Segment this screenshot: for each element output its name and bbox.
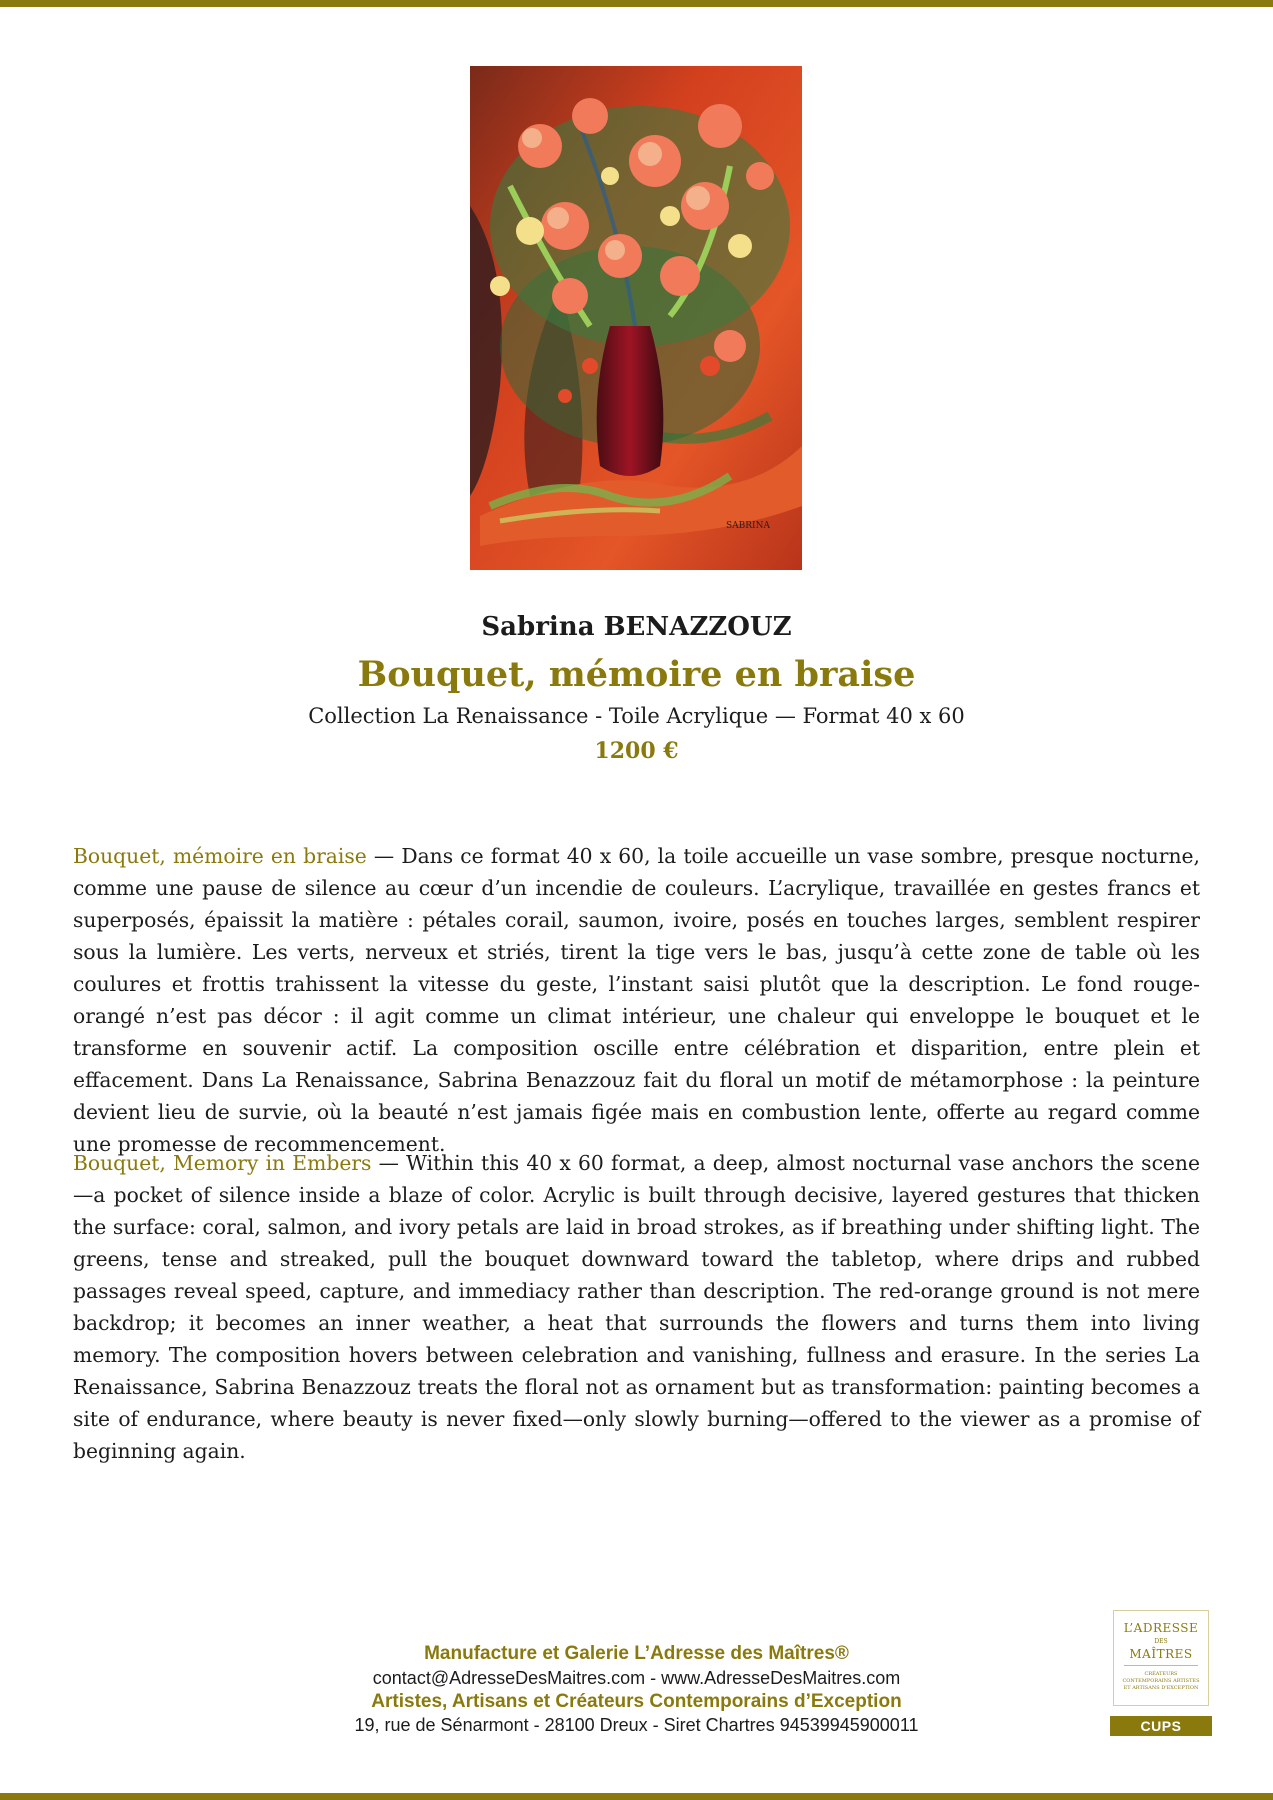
gallery-name: Manufacture et Galerie L’Adresse des Maîtres® [424,1643,849,1664]
description-french-body: — Dans ce format 40 x 60, la toile accueille un vase sombre, presque nocturne, comme une pause de silence au cœur d’un incendie de couleurs. L’acrylique, travaillée en gestes francs et superposés, épaissit la matière : pétales corail, saumon, ivoire, posés en touches larges, semblent respirer sous la lumière. Les verts, nerveux et striés, tirent la tige vers le bas, jusqu’à cette zone de table où les coulures et frottis trahissent la vitesse du geste, l’instant saisi plutôt que la description. Le fond rouge-orangé n’est pas décor : il agit comme un climat intérieur, une chaleur qui enveloppe le bouquet et le transforme en souvenir actif. La composition oscille entre célébration et disparition, entre plein et effacement. Dans La Renaissance, Sabrina Benazzouz fait du floral un motif de métamorphose : la peinture devient lieu de survie, où la beauté n’est jamais figée mais en combustion lente, offerte au regard comme une promesse de recommencement. [73,844,1200,1156]
bottom-border [0,1793,1273,1800]
gallery-address: 19, rue de Sénarmont - 28100 Dreux - Siret Chartres 94539945900011 [354,1715,919,1735]
gallery-tagline: Artistes, Artisans et Créateurs Contemporains d’Exception [371,1691,902,1712]
description-english-body: — Within this 40 x 60 format, a deep, almost nocturnal vase anchors the scene—a pocket of silence inside a blaze of color. Acrylic is built through decisive, layered gestures that thicken the surface: coral, salmon, and ivory petals are laid in broad strokes, as if breathing under shifting light. The greens, tense and streaked, pull the bouquet downward toward the tabletop, where drips and rubbed passages reveal speed, capture, and immediacy rather than description. The red-orange ground is not mere backdrop; it becomes an inner weather, a heat that surrounds the flowers and turns them into living memory. The composition hovers between celebration and vanishing, fullness and erasure. In the series La Renaissance, Sabrina Benazzouz treats the floral not as ornament but as transformation: painting becomes a site of endurance, where beauty is never fixed—only slowly burning—offered to the viewer as a promise of beginning again. [73,1151,1200,1463]
description-english [73,1147,1200,1467]
logo-line-2: DES [1154,1638,1168,1645]
painting-signature: SABRINA [726,521,770,531]
gallery-contact: contact@AdresseDesMaitres.com - www.AdresseDesMaitres.com [372,1668,901,1688]
artist-name: Sabrina BENAZZOUZ [481,612,792,642]
logo-line-3: MAÎTRES [1129,1647,1193,1661]
logo-divider [1124,1665,1198,1666]
description-english-lead: Bouquet, Memory in Embers [73,1151,372,1175]
cups-badge: CUPS [1110,1716,1212,1736]
artwork-price: 1200 € [594,738,679,764]
artwork-image [470,66,802,570]
top-border [0,0,1273,7]
gallery-logo [1113,1610,1209,1706]
artwork-title: Bouquet, mémoire en braise [357,654,916,695]
logo-tagline: CRÉATEURS CONTEMPORAINS ARTISTES ET ARTISANS D'EXCEPTION [1122,1671,1200,1691]
painting-bouquet-in-red-vase-image [470,66,802,570]
description-french [73,840,1200,1160]
description-french-lead: Bouquet, mémoire en braise [73,844,367,868]
logo-line-1: L’ADRESSE [1123,1621,1199,1635]
artwork-details: Collection La Renaissance - Toile Acrylique — Format 40 x 60 [308,704,965,728]
